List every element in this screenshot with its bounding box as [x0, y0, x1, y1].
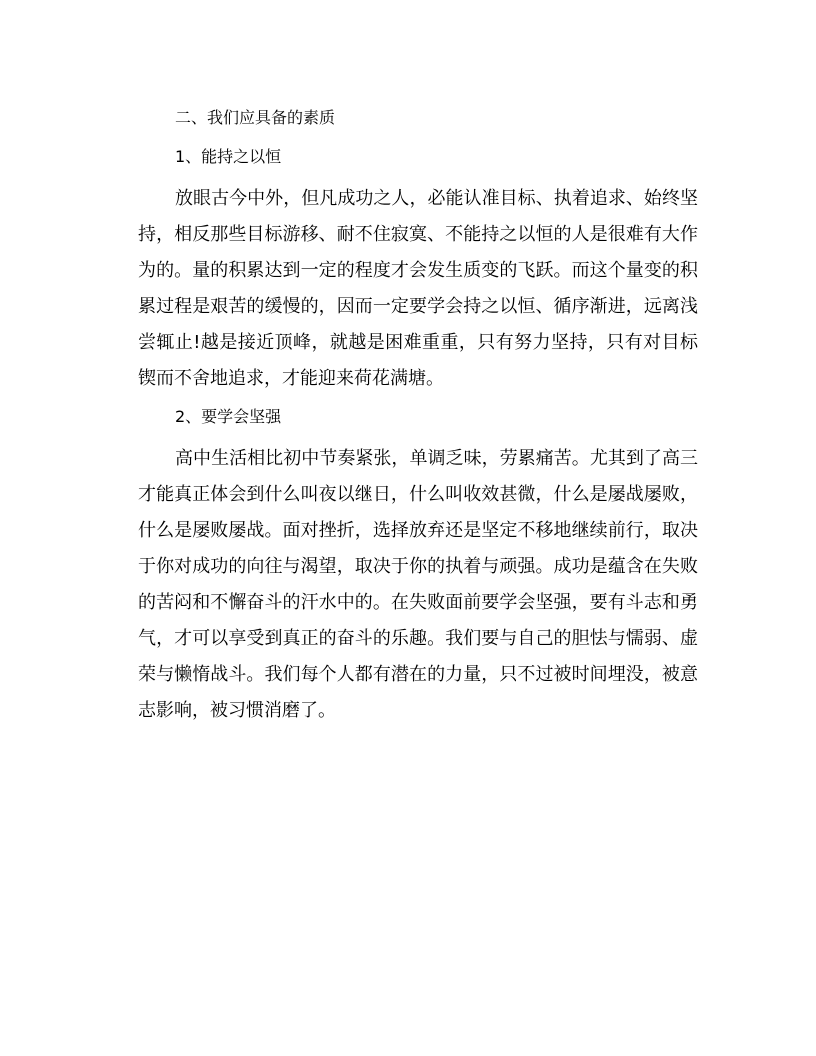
subsection-2-title: 2、要学会坚强 — [175, 407, 282, 426]
subsection-1-paragraph: 放眼古今中外，但凡成功之人，必能认准目标、执着追求、始终坚持，相反那些目标游移、耐不住寂寞、不能持之以恒的人是很难有大作为的。量的积累达到一定的程度才会发生质变的飞跃。而这个量变的积累过程是艰苦的缓慢的，因而一定要学会持之以恒、循序渐进，远离浅尝辄止!越是接近顶峰，就越是困难重重，只有努力坚持，只有对目标锲而不舍地追求，才能迎来荷花满塘。 — [138, 188, 698, 389]
document-body — [138, 103, 698, 734]
subsection-1-title: 1、能持之以恒 — [175, 147, 282, 166]
section-title: 二、我们应具备的素质 — [175, 108, 336, 127]
subsection-2-paragraph: 高中生活相比初中节奏紧张，单调乏味，劳累痛苦。尤其到了高三才能真正体会到什么叫夜以继日，什么叫收效甚微，什么是屡战屡败，什么是屡败屡战。面对挫折，选择放弃还是坚定不移地继续前行，取决于你对成功的向往与渴望，取决于你的执着与顽强。成功是蕴含在失败的苦闷和不懈奋斗的汗水中的。在失败面前要学会坚强，要有斗志和勇气，才可以享受到真正的奋斗的乐趣。我们要与自己的胆怯与懦弱、虚荣与懒惰战斗。我们每个人都有潜在的力量，只不过被时间埋没，被意志影响，被习惯消磨了。 — [138, 448, 698, 721]
